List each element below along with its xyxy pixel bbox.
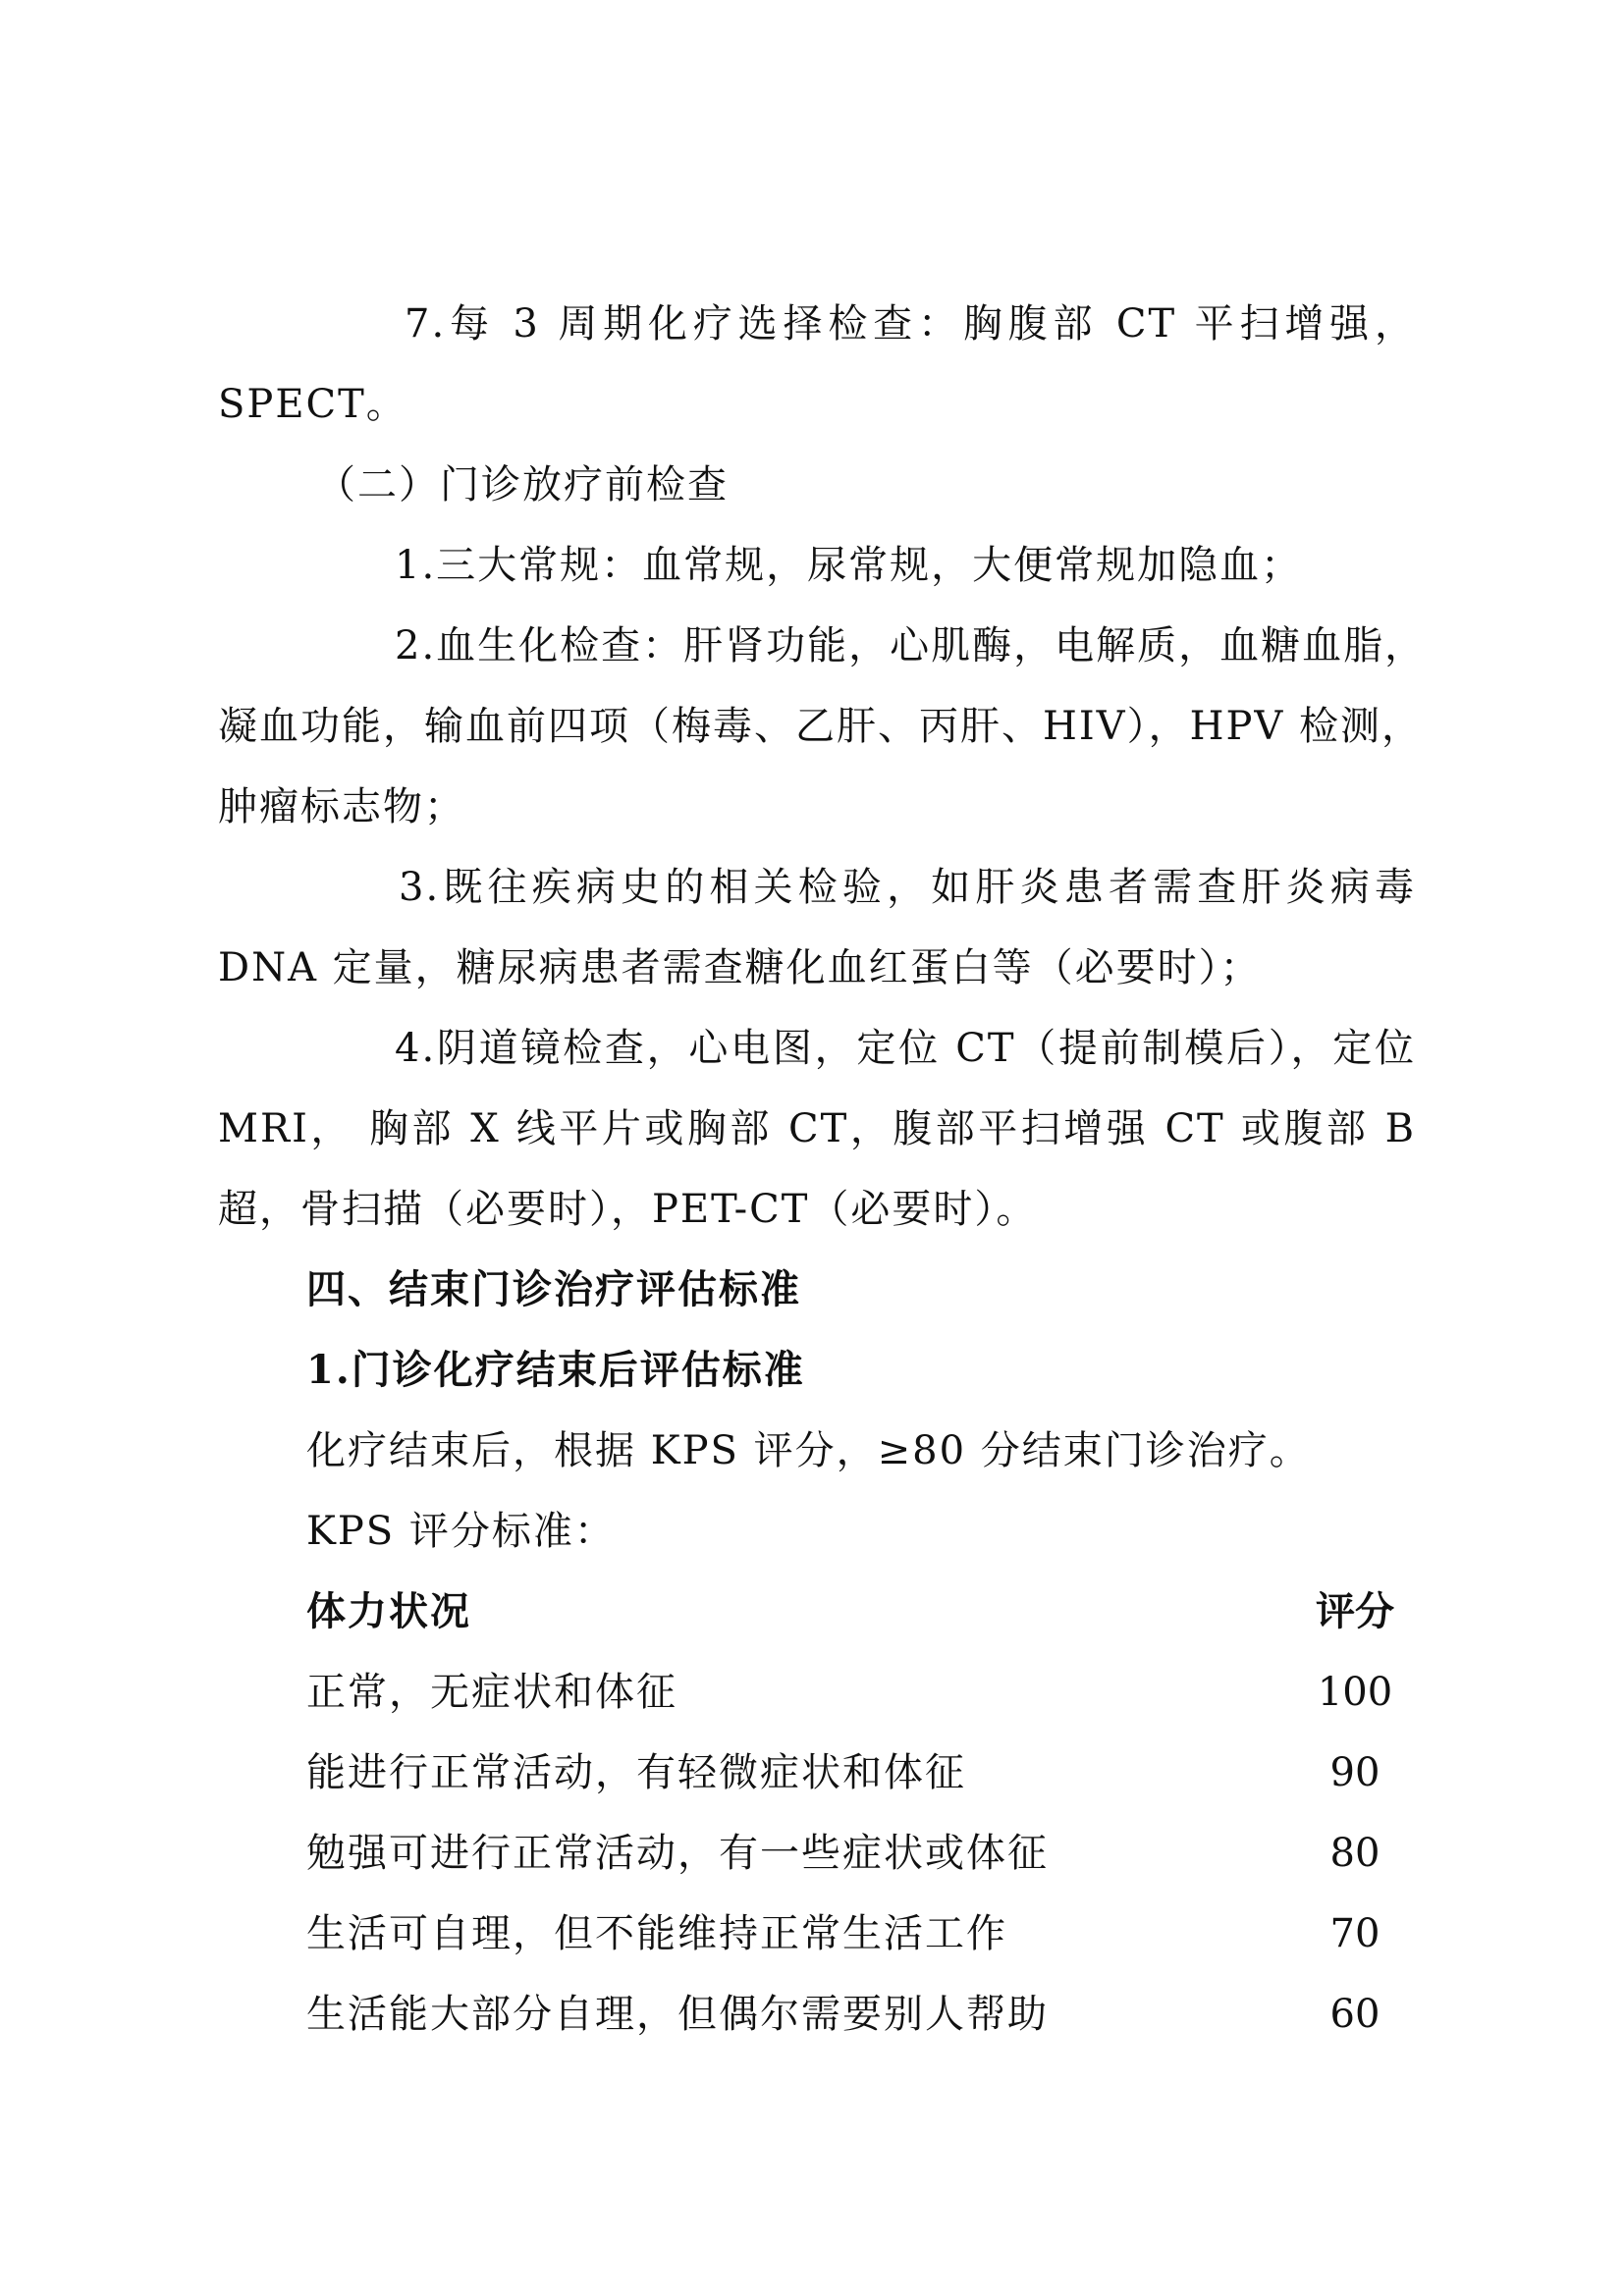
kps-header-score: 评分 <box>1316 1588 1394 1634</box>
subsection-heading-chemo-evaluation: 1.门诊化疗结束后评估标准 <box>306 1347 805 1393</box>
kps-row-score: 60 <box>1329 1992 1380 2037</box>
list-item-3-line1: 3.既往疾病史的相关检验，如肝炎患者需查肝炎病毒 <box>399 865 1416 910</box>
list-item-4-line3: 超，骨扫描（必要时），PET-CT（必要时）。 <box>218 1187 1038 1232</box>
chemo-evaluation-text: 化疗结束后，根据 KPS 评分，≥80 分结束门诊治疗。 <box>306 1428 1311 1473</box>
kps-row-condition: 生活能大部分自理，但偶尔需要别人帮助 <box>306 1992 1049 2037</box>
kps-row-score: 100 <box>1317 1670 1393 1715</box>
kps-row-condition: 能进行正常活动，有轻微症状和体征 <box>306 1750 966 1795</box>
kps-row-score: 80 <box>1329 1831 1380 1876</box>
list-item-2-line1: 2.血生化检查：肝肾功能，心肌酶，电解质，血糖血脂， <box>395 623 1427 668</box>
list-item-4-line2: MRI， 胸部 X 线平片或胸部 CT，腹部平扫增强 CT 或腹部 B <box>218 1106 1416 1151</box>
paragraph-item7-line2: SPECT。 <box>218 382 407 427</box>
kps-row-condition: 勉强可进行正常活动，有一些症状或体征 <box>306 1831 1049 1876</box>
section-heading-end-evaluation: 四、结束门诊治疗评估标准 <box>306 1266 801 1312</box>
kps-row-condition: 正常，无症状和体征 <box>306 1670 677 1715</box>
list-item-4-line1: 4.阴道镜检查，心电图，定位 CT（提前制模后），定位 <box>395 1026 1416 1071</box>
list-item-2-line2: 凝血功能，输血前四项（梅毒、乙肝、丙肝、HIV），HPV 检测， <box>218 704 1423 749</box>
list-item-1: 1.三大常规：血常规，尿常规，大便常规加隐血； <box>395 543 1303 588</box>
kps-row-score: 90 <box>1329 1750 1380 1795</box>
kps-header-condition: 体力状况 <box>306 1588 471 1634</box>
section-heading-outpatient-radiotherapy: （二）门诊放疗前检查 <box>316 462 729 507</box>
kps-row-score: 70 <box>1329 1911 1380 1956</box>
list-item-2-line3: 肿瘤标志物； <box>218 784 465 829</box>
kps-row-condition: 生活可自理，但不能维持正常生活工作 <box>306 1911 1007 1956</box>
kps-label: KPS 评分标准： <box>306 1509 616 1554</box>
list-item-3-line2: DNA 定量，糖尿病患者需查糖化血红蛋白等（必要时）； <box>218 945 1262 990</box>
paragraph-item7-line1: 7.每 3 周期化疗选择检查：胸腹部 CT 平扫增强， <box>405 301 1416 347</box>
